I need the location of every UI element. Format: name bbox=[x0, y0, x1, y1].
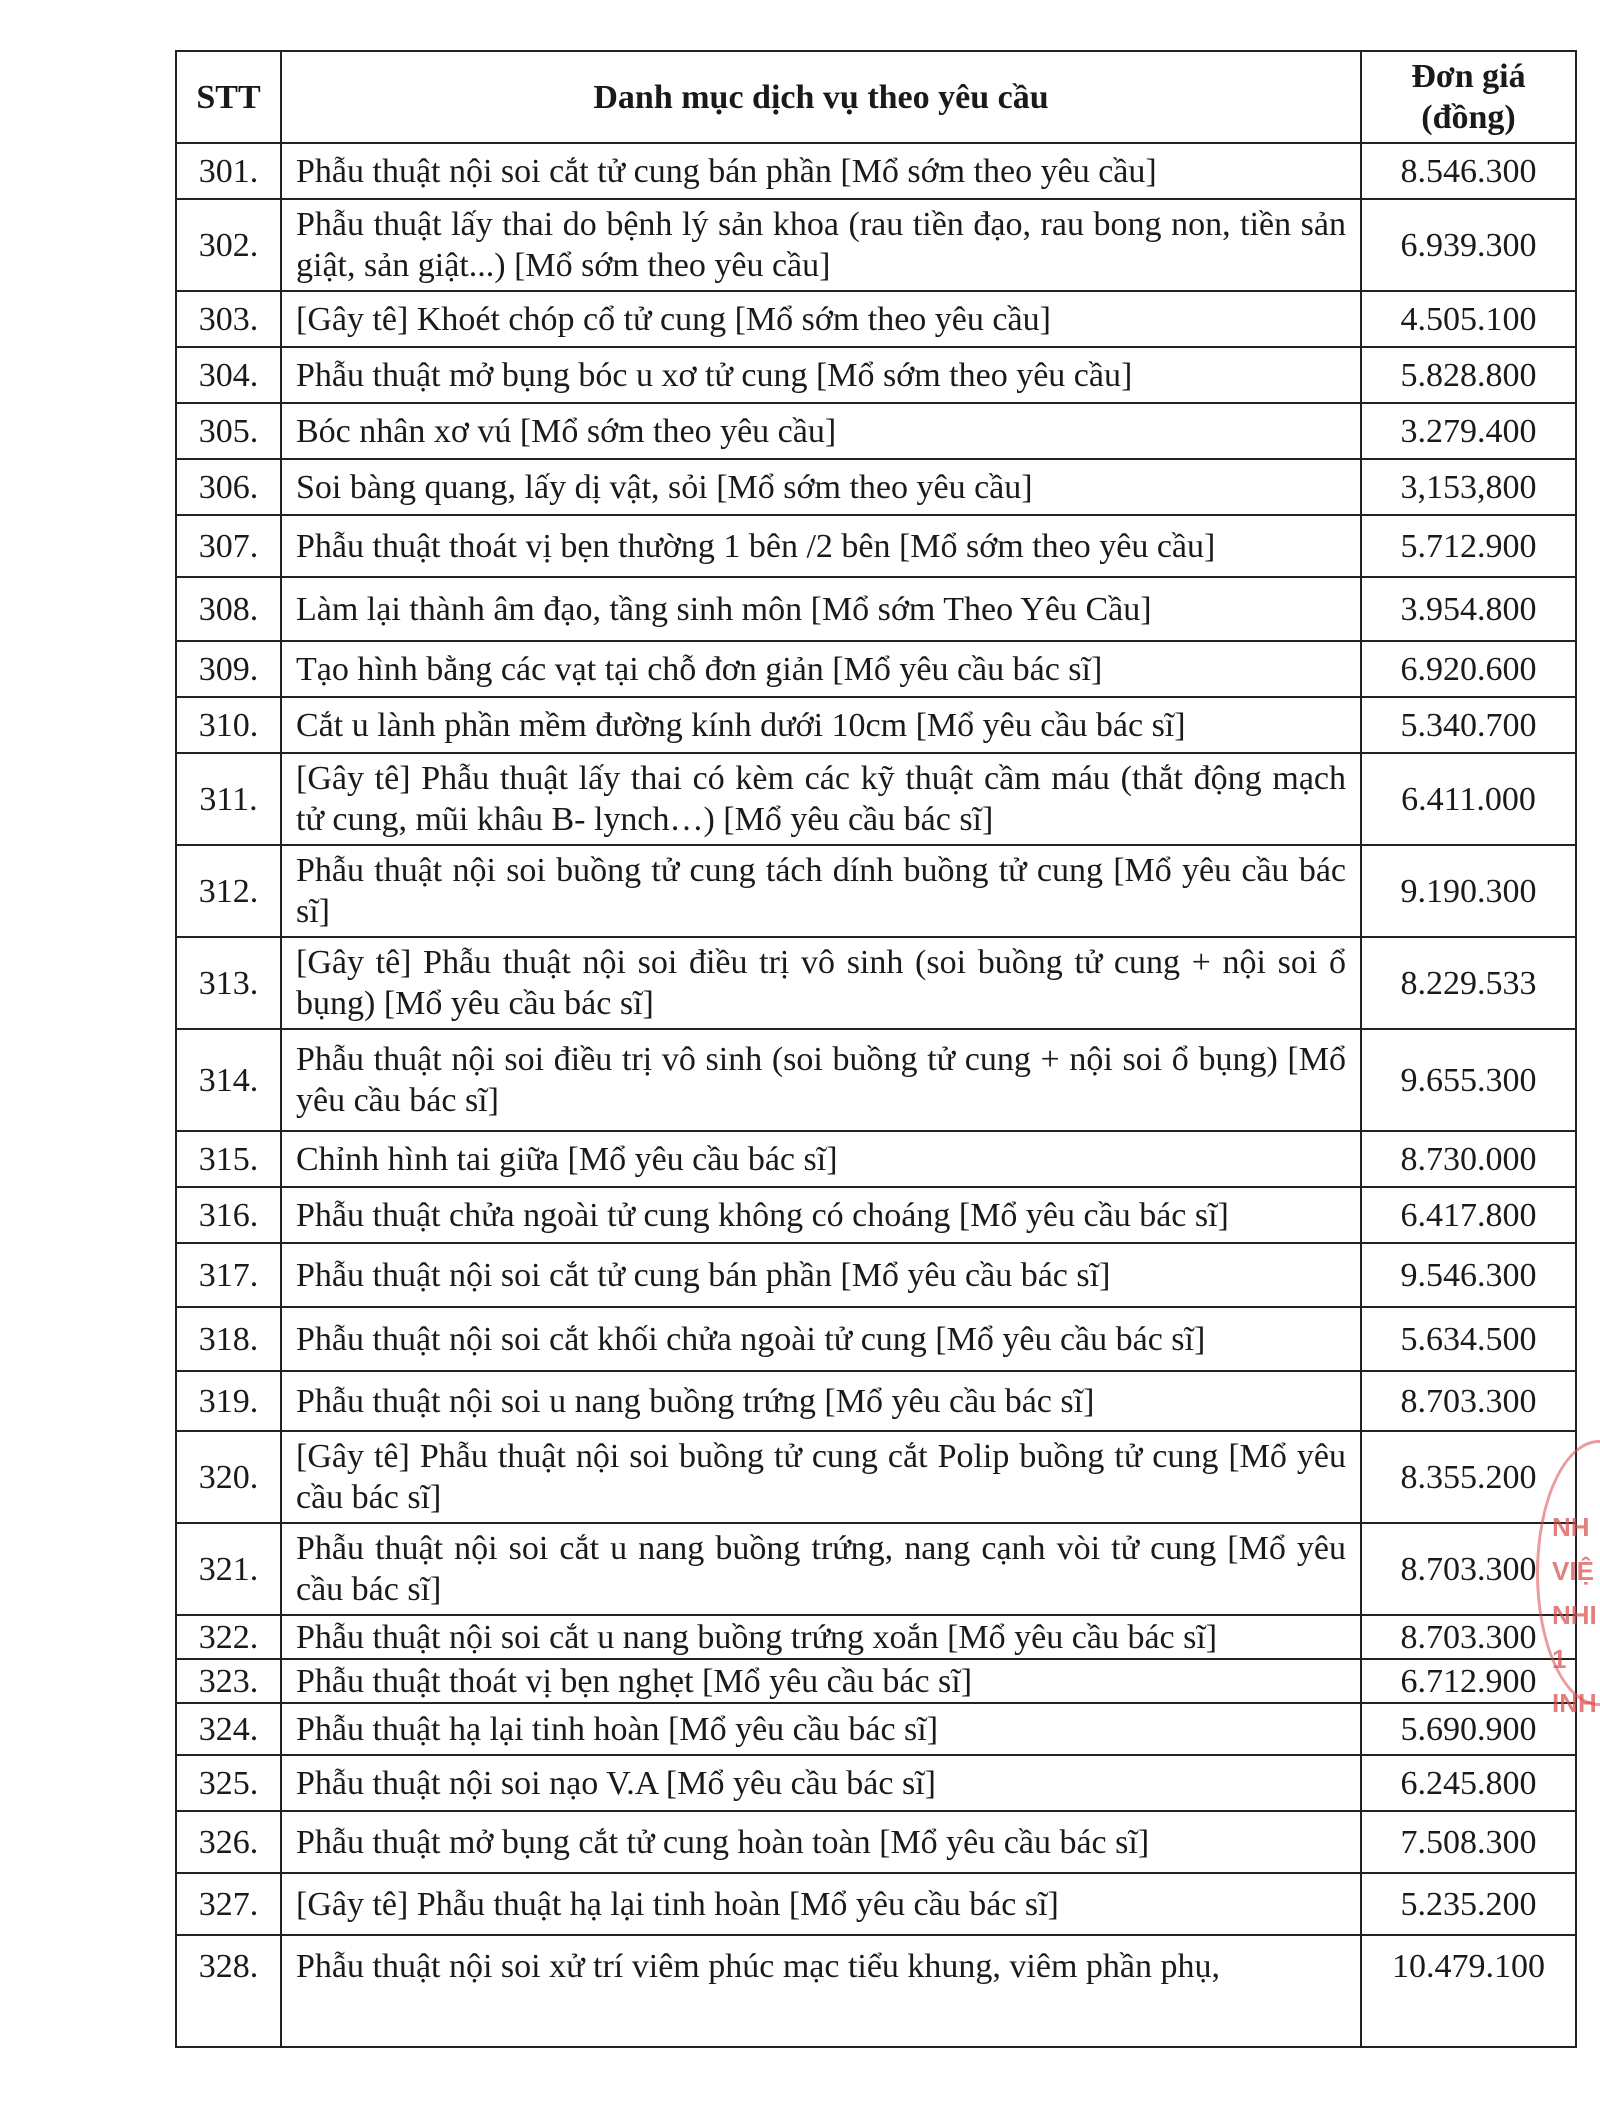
row-service-name: Phẫu thuật chửa ngoài tử cung không có choáng [Mổ yêu cầu bác sĩ] bbox=[281, 1187, 1361, 1243]
table-row bbox=[176, 753, 1576, 845]
price-table bbox=[175, 50, 1577, 2048]
row-stt: 325. bbox=[176, 1755, 281, 1811]
row-unit-price: 6.939.300 bbox=[1361, 199, 1576, 291]
row-service-name: Cắt u lành phần mềm đường kính dưới 10cm [Mổ yêu cầu bác sĩ] bbox=[281, 697, 1361, 753]
row-service-name: Phẫu thuật mở bụng bóc u xơ tử cung [Mổ sớm theo yêu cầu] bbox=[281, 347, 1361, 403]
table-row bbox=[176, 1307, 1576, 1371]
table-row bbox=[176, 1659, 1576, 1703]
row-service-name: [Gây tê] Phẫu thuật hạ lại tinh hoàn [Mổ yêu cầu bác sĩ] bbox=[281, 1873, 1361, 1935]
row-service-name: Tạo hình bằng các vạt tại chỗ đơn giản [Mổ yêu cầu bác sĩ] bbox=[281, 641, 1361, 697]
row-unit-price: 9.190.300 bbox=[1361, 845, 1576, 937]
row-stt: 303. bbox=[176, 291, 281, 347]
stamp-line: NH bbox=[1552, 1512, 1590, 1542]
row-stt: 324. bbox=[176, 1703, 281, 1755]
table-row bbox=[176, 403, 1576, 459]
table-row bbox=[176, 697, 1576, 753]
row-stt: 321. bbox=[176, 1523, 281, 1615]
row-stt: 326. bbox=[176, 1811, 281, 1873]
row-service-name: Làm lại thành âm đạo, tầng sinh môn [Mổ sớm Theo Yêu Cầu] bbox=[281, 577, 1361, 641]
row-stt: 306. bbox=[176, 459, 281, 515]
row-stt: 308. bbox=[176, 577, 281, 641]
header-unit-price: Đơn giá (đồng) bbox=[1361, 51, 1576, 143]
row-unit-price: 4.505.100 bbox=[1361, 291, 1576, 347]
table-row bbox=[176, 347, 1576, 403]
row-stt: 302. bbox=[176, 199, 281, 291]
table-row bbox=[176, 143, 1576, 199]
row-service-name: Phẫu thuật nội soi cắt tử cung bán phần [Mổ yêu cầu bác sĩ] bbox=[281, 1243, 1361, 1307]
row-unit-price: 8.229.533 bbox=[1361, 937, 1576, 1029]
row-unit-price: 5.235.200 bbox=[1361, 1873, 1576, 1935]
row-service-name: Phẫu thuật nội soi xử trí viêm phúc mạc tiểu khung, viêm phần phụ, bbox=[281, 1935, 1361, 2047]
row-unit-price: 6.245.800 bbox=[1361, 1755, 1576, 1811]
row-stt: 317. bbox=[176, 1243, 281, 1307]
row-stt: 314. bbox=[176, 1029, 281, 1131]
row-unit-price: 5.340.700 bbox=[1361, 697, 1576, 753]
row-unit-price: 6.411.000 bbox=[1361, 753, 1576, 845]
row-stt: 312. bbox=[176, 845, 281, 937]
row-stt: 318. bbox=[176, 1307, 281, 1371]
row-stt: 311. bbox=[176, 753, 281, 845]
header-service-name: Danh mục dịch vụ theo yêu cầu bbox=[281, 51, 1361, 143]
row-unit-price: 5.712.900 bbox=[1361, 515, 1576, 577]
row-service-name: Bóc nhân xơ vú [Mổ sớm theo yêu cầu] bbox=[281, 403, 1361, 459]
table-row bbox=[176, 577, 1576, 641]
table-row bbox=[176, 199, 1576, 291]
table-row bbox=[176, 1431, 1576, 1523]
table-row bbox=[176, 291, 1576, 347]
row-service-name: Phẫu thuật nội soi cắt u nang buồng trứng xoắn [Mổ yêu cầu bác sĩ] bbox=[281, 1615, 1361, 1659]
row-stt: 328. bbox=[176, 1935, 281, 2047]
row-stt: 307. bbox=[176, 515, 281, 577]
table-row bbox=[176, 1187, 1576, 1243]
row-stt: 304. bbox=[176, 347, 281, 403]
row-service-name: [Gây tê] Phẫu thuật nội soi buồng tử cung cắt Polip buồng tử cung [Mổ yêu cầu bác sĩ] bbox=[281, 1431, 1361, 1523]
row-service-name: Phẫu thuật hạ lại tinh hoàn [Mổ yêu cầu bác sĩ] bbox=[281, 1703, 1361, 1755]
header-stt: STT bbox=[176, 51, 281, 143]
row-unit-price: 5.690.900 bbox=[1361, 1703, 1576, 1755]
row-stt: 313. bbox=[176, 937, 281, 1029]
table-row bbox=[176, 845, 1576, 937]
row-stt: 310. bbox=[176, 697, 281, 753]
row-stt: 315. bbox=[176, 1131, 281, 1187]
stamp-line: VIỆ bbox=[1552, 1556, 1594, 1586]
row-stt: 319. bbox=[176, 1371, 281, 1431]
red-seal-stamp-text bbox=[1552, 1505, 1600, 1725]
row-unit-price: 8.703.300 bbox=[1361, 1523, 1576, 1615]
row-service-name: Phẫu thuật lấy thai do bệnh lý sản khoa (rau tiền đạo, rau bong non, tiền sản giật, sản giật...) [Mổ sớm theo yêu cầu] bbox=[281, 199, 1361, 291]
table-row bbox=[176, 1029, 1576, 1131]
row-unit-price: 8.730.000 bbox=[1361, 1131, 1576, 1187]
row-unit-price: 6.712.900 bbox=[1361, 1659, 1576, 1703]
row-unit-price: 8.703.300 bbox=[1361, 1615, 1576, 1659]
row-unit-price: 5.634.500 bbox=[1361, 1307, 1576, 1371]
row-service-name: Phẫu thuật mở bụng cắt tử cung hoàn toàn [Mổ yêu cầu bác sĩ] bbox=[281, 1811, 1361, 1873]
row-unit-price: 8.355.200 bbox=[1361, 1431, 1576, 1523]
table-row bbox=[176, 1131, 1576, 1187]
table-row bbox=[176, 515, 1576, 577]
row-service-name: Chỉnh hình tai giữa [Mổ yêu cầu bác sĩ] bbox=[281, 1131, 1361, 1187]
row-stt: 316. bbox=[176, 1187, 281, 1243]
row-unit-price: 6.417.800 bbox=[1361, 1187, 1576, 1243]
row-stt: 301. bbox=[176, 143, 281, 199]
stamp-line: 1 bbox=[1552, 1644, 1567, 1674]
stamp-line: NHI bbox=[1552, 1600, 1597, 1630]
table-body bbox=[176, 143, 1576, 2047]
row-unit-price: 5.828.800 bbox=[1361, 347, 1576, 403]
table-row bbox=[176, 641, 1576, 697]
row-service-name: [Gây tê] Khoét chóp cổ tử cung [Mổ sớm theo yêu cầu] bbox=[281, 291, 1361, 347]
row-service-name: Phẫu thuật nội soi buồng tử cung tách dính buồng tử cung [Mổ yêu cầu bác sĩ] bbox=[281, 845, 1361, 937]
row-service-name: Phẫu thuật nội soi điều trị vô sinh (soi buồng tử cung + nội soi ổ bụng) [Mổ yêu cầu bác sĩ] bbox=[281, 1029, 1361, 1131]
row-unit-price: 9.546.300 bbox=[1361, 1243, 1576, 1307]
row-service-name: Phẫu thuật nội soi u nang buồng trứng [Mổ yêu cầu bác sĩ] bbox=[281, 1371, 1361, 1431]
row-stt: 320. bbox=[176, 1431, 281, 1523]
row-stt: 327. bbox=[176, 1873, 281, 1935]
row-service-name: [Gây tê] Phẫu thuật lấy thai có kèm các kỹ thuật cầm máu (thắt động mạch tử cung, mũi khâu B- lynch…) [Mổ yêu cầu bác sĩ] bbox=[281, 753, 1361, 845]
row-unit-price: 3.279.400 bbox=[1361, 403, 1576, 459]
row-service-name: Soi bàng quang, lấy dị vật, sỏi [Mổ sớm theo yêu cầu] bbox=[281, 459, 1361, 515]
stamp-line: INH bbox=[1552, 1688, 1597, 1718]
table-row bbox=[176, 1873, 1576, 1935]
row-unit-price: 9.655.300 bbox=[1361, 1029, 1576, 1131]
table-row bbox=[176, 1523, 1576, 1615]
row-stt: 322. bbox=[176, 1615, 281, 1659]
table-row bbox=[176, 1615, 1576, 1659]
row-stt: 305. bbox=[176, 403, 281, 459]
table-header-row bbox=[176, 51, 1576, 143]
row-service-name: Phẫu thuật thoát vị bẹn thường 1 bên /2 bên [Mổ sớm theo yêu cầu] bbox=[281, 515, 1361, 577]
table-row bbox=[176, 1811, 1576, 1873]
row-unit-price: 3.954.800 bbox=[1361, 577, 1576, 641]
row-unit-price: 6.920.600 bbox=[1361, 641, 1576, 697]
row-unit-price: 8.703.300 bbox=[1361, 1371, 1576, 1431]
row-unit-price: 10.479.100 bbox=[1361, 1935, 1576, 2047]
row-service-name: Phẫu thuật thoát vị bẹn nghẹt [Mổ yêu cầu bác sĩ] bbox=[281, 1659, 1361, 1703]
row-service-name: Phẫu thuật nội soi nạo V.A [Mổ yêu cầu bác sĩ] bbox=[281, 1755, 1361, 1811]
table-row bbox=[176, 1703, 1576, 1755]
row-stt: 309. bbox=[176, 641, 281, 697]
table-row bbox=[176, 1935, 1576, 2047]
row-service-name: [Gây tê] Phẫu thuật nội soi điều trị vô sinh (soi buồng tử cung + nội soi ổ bụng) [Mổ yêu cầu bác sĩ] bbox=[281, 937, 1361, 1029]
table-row bbox=[176, 1243, 1576, 1307]
row-stt: 323. bbox=[176, 1659, 281, 1703]
table-row bbox=[176, 1371, 1576, 1431]
table-row bbox=[176, 459, 1576, 515]
row-unit-price: 7.508.300 bbox=[1361, 1811, 1576, 1873]
row-unit-price: 8.546.300 bbox=[1361, 143, 1576, 199]
table-row bbox=[176, 937, 1576, 1029]
row-service-name: Phẫu thuật nội soi cắt khối chửa ngoài tử cung [Mổ yêu cầu bác sĩ] bbox=[281, 1307, 1361, 1371]
row-service-name: Phẫu thuật nội soi cắt u nang buồng trứng, nang cạnh vòi tử cung [Mổ yêu cầu bác sĩ] bbox=[281, 1523, 1361, 1615]
row-unit-price: 3,153,800 bbox=[1361, 459, 1576, 515]
row-service-name: Phẫu thuật nội soi cắt tử cung bán phần [Mổ sớm theo yêu cầu] bbox=[281, 143, 1361, 199]
table-row bbox=[176, 1755, 1576, 1811]
